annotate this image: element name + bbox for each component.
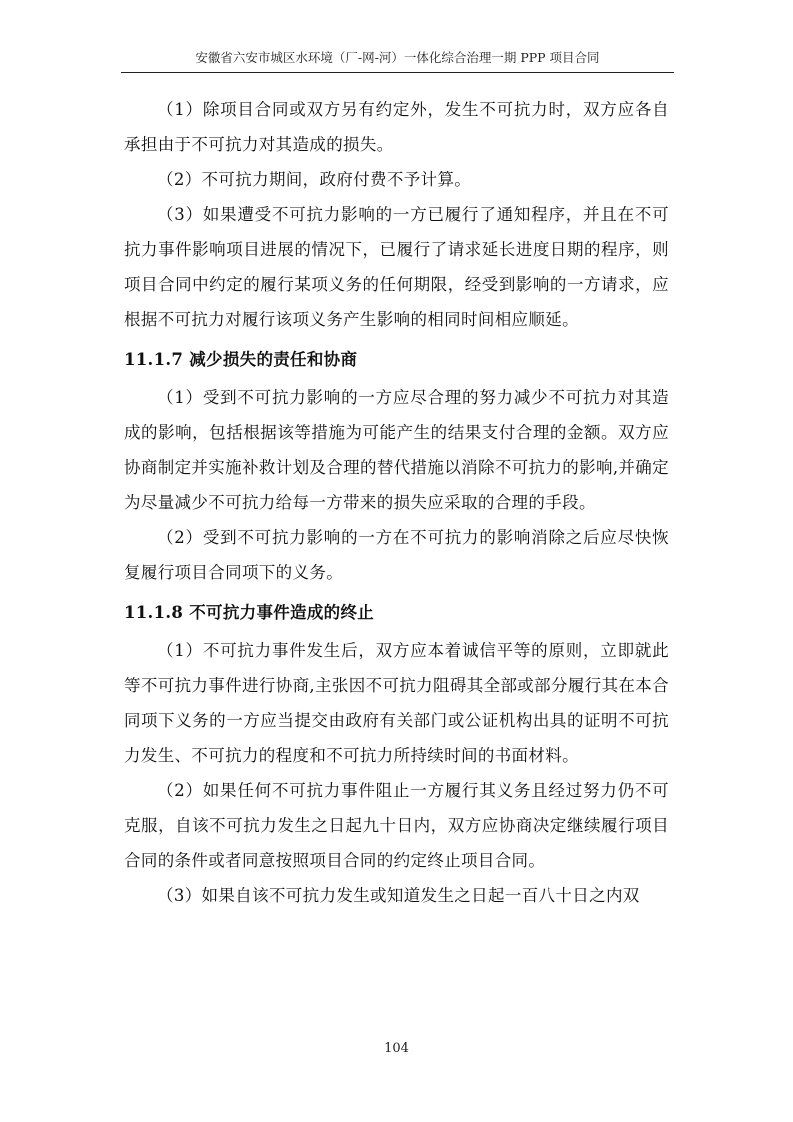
paragraph-3: （3）如果遭受不可抗力影响的一方已履行了通知程序，并且在不可抗力事件影响项目进展的情况下，已履行了请求延长进度日期的程序，则项目合同中约定的履行某项义务的任何期限，经受到影响的一方请求，应根据不可抗力对履行该项义务产生影响的相同时间相应顺延。 — [124, 205, 669, 329]
paragraph-5: （2）受到不可抗力影响的一方在不可抗力的影响消除之后应尽快恢复履行项目合同项下的义务。 — [124, 528, 669, 582]
page-content — [124, 92, 669, 913]
paragraph-1: （1）除项目合同或双方另有约定外，发生不可抗力时，双方应各自承担由于不可抗力对其造成的损失。 — [124, 100, 669, 154]
section-heading-11-1-8: 11.1.8 不可抗力事件造成的终止 — [124, 603, 375, 622]
paragraph-4: （1）受到不可抗力影响的一方应尽合理的努力减少不可抗力对其造成的影响，包括根据该等措施为可能产生的结果支付合理的金额。双方应协商制定并实施补救计划及合理的替代措施以消除不可抗力的影响,并确定为尽量减少不可抗力给每一方带来的损失应采取的合理的手段。 — [124, 388, 669, 512]
paragraph-7: （2）如果任何不可抗力事件阻止一方履行其义务且经过努力仍不可克服，自该不可抗力发生之日起九十日内，双方应协商决定继续履行项目合同的条件或者同意按照项目合同的约定终止项目合同。 — [124, 781, 669, 870]
section-heading-11-1-7: 11.1.7 减少损失的责任和协商 — [124, 350, 358, 369]
page-header: 安徽省六安市城区水环境（厂-网-河）一体化综合治理一期 PPP 项目合同 — [195, 50, 600, 65]
page-number: 104 — [384, 1041, 409, 1056]
header-divider — [121, 72, 674, 73]
paragraph-2: （2）不可抗力期间，政府付费不予计算。 — [157, 170, 472, 189]
paragraph-8: （3）如果自该不可抗力发生或知道发生之日起一百八十日之内双 — [157, 886, 640, 905]
paragraph-6: （1）不可抗力事件发生后，双方应本着诚信平等的原则，立即就此等不可抗力事件进行协商,主张因不可抗力阻碍其全部或部分履行其在本合同项下义务的一方应当提交由政府有关部门或公证机构出具的证明不可抗力发生、不可抗力的程度和不可抗力所持续时间的书面材料。 — [124, 641, 669, 765]
